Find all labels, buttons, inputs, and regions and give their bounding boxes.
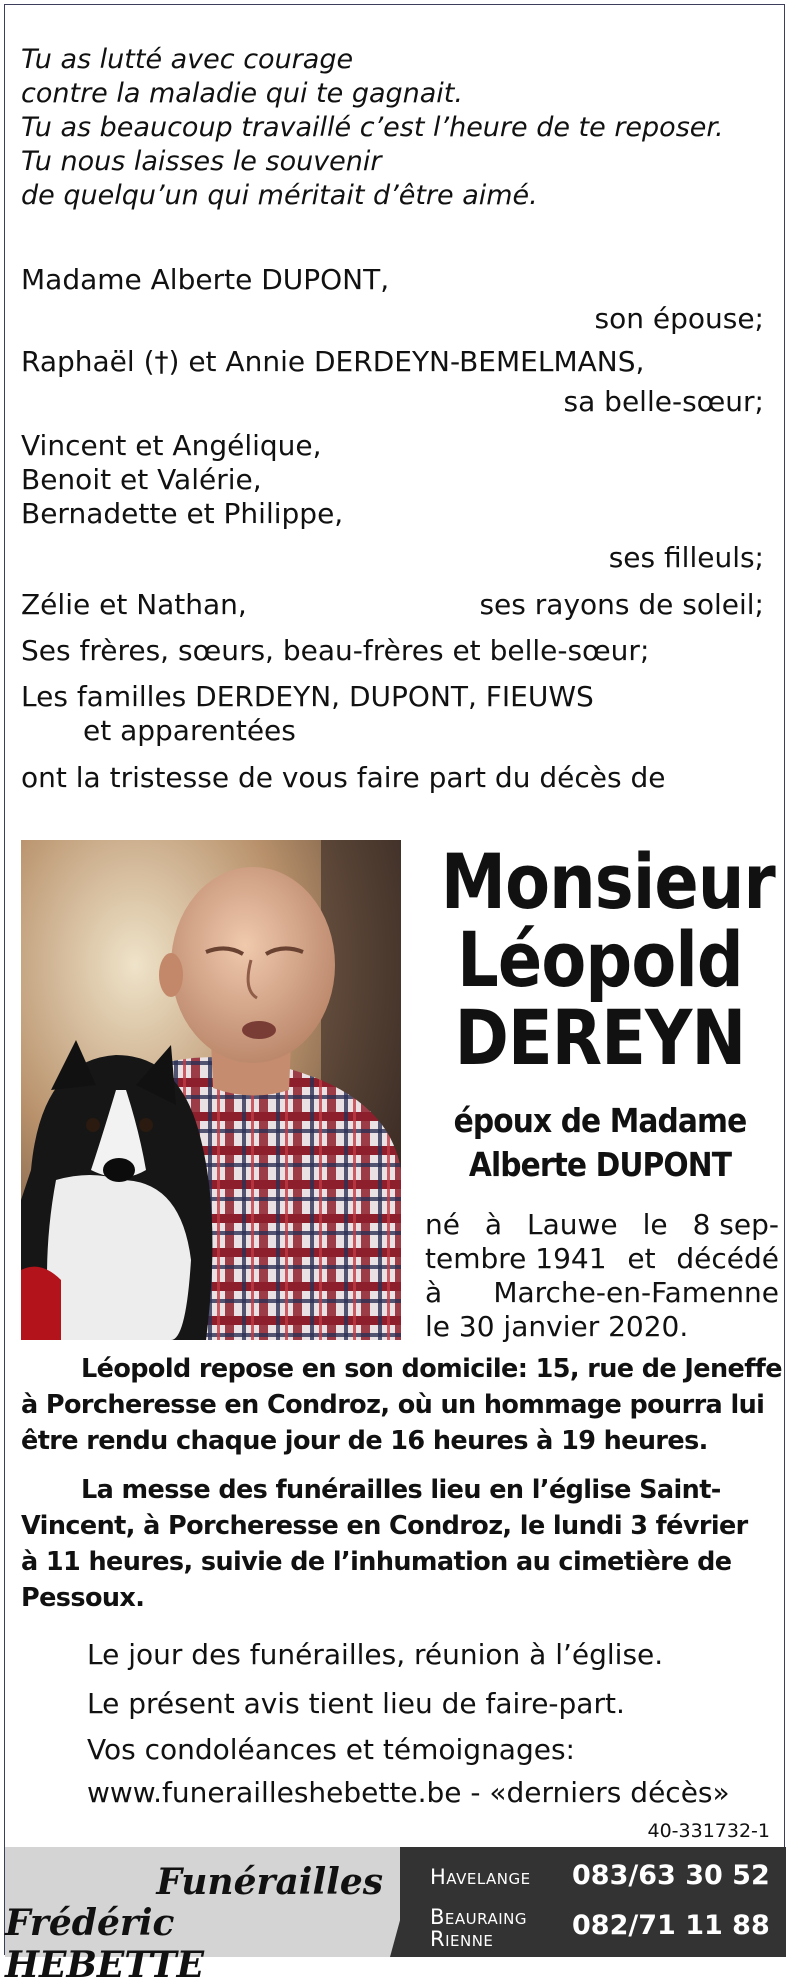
born-word: né <box>425 1208 460 1241</box>
families-line: Les familles DERDEYN, DUPONT, FIEUWS <box>21 680 594 713</box>
mass-line: La messe des funérailles lieu en l’église Saint- <box>81 1475 721 1505</box>
born-word: 8 sep- <box>692 1208 779 1241</box>
born-word: décédé <box>676 1242 779 1275</box>
born-row-1 <box>425 1208 779 1242</box>
spouse-role: son épouse; <box>594 302 764 335</box>
birth-death-info <box>425 1208 779 1344</box>
location-rienne: Rienne <box>430 1927 494 1951</box>
born-row-2 <box>425 1242 779 1276</box>
siblings-line: Ses frères, sœurs, beau-frères et belle-sœur; <box>21 634 650 667</box>
poem-line: Tu as beaucoup travaillé c’est l’heure de te reposer. <box>21 112 724 143</box>
deceased-last-name: DEREYN <box>454 993 746 1082</box>
poem-line: Tu nous laisses le souvenir <box>21 146 382 177</box>
funeral-home-name-panel <box>5 1847 405 1986</box>
phone-havelange[interactable]: 083/63 30 52 <box>572 1860 770 1891</box>
mass-line: Vincent, à Porcheresse en Condroz, le lundi 3 février <box>21 1511 748 1541</box>
contact-panel <box>400 1847 786 1957</box>
born-word: et <box>627 1242 656 1275</box>
spouse-line: époux de Madame <box>453 1101 747 1140</box>
godchild-line: Bernadette et Philippe, <box>21 497 344 530</box>
phone-beauraing[interactable]: 082/71 11 88 <box>572 1910 770 1941</box>
rest-line: à Porcheresse en Condroz, où un hommage pourra lui <box>21 1390 765 1420</box>
families-line-cont: et apparentées <box>83 714 296 747</box>
spouse-name: Madame Alberte DUPONT, <box>21 263 390 296</box>
poem-line: de quelqu’un qui méritait d’être aimé. <box>21 180 538 211</box>
deceased-title: Monsieur <box>440 837 775 926</box>
born-word: Marche-en-Famenne <box>493 1276 779 1309</box>
funeral-home-banner <box>5 1847 786 1986</box>
born-word: tembre 1941 <box>425 1242 607 1275</box>
godchildren-role: ses filleuls; <box>608 541 764 574</box>
sister-in-law-name: Raphaël (†) et Annie DERDEYN-BEMELMANS, <box>21 345 645 378</box>
mass-line: Pessoux. <box>21 1583 145 1613</box>
born-word: le <box>642 1208 668 1241</box>
poem-line: Tu as lutté avec courage <box>21 44 354 75</box>
notice-line: Le présent avis tient lieu de faire-part. <box>87 1687 625 1720</box>
born-word: à <box>484 1208 503 1241</box>
born-row-3 <box>425 1276 779 1310</box>
rest-paragraph <box>21 1351 781 1459</box>
spouse-line: Alberte DUPONT <box>468 1145 732 1184</box>
grandchildren-names: Zélie et Nathan, <box>21 588 247 621</box>
obituary-notice <box>4 4 785 1986</box>
grandchildren-role: ses rayons de soleil; <box>479 588 764 621</box>
born-word: Lauwe <box>527 1208 618 1241</box>
born-word: à <box>425 1276 443 1309</box>
rest-line: être rendu chaque jour de 16 heures à 19 heures. <box>21 1426 708 1456</box>
born-word: le 30 janvier 2020. <box>425 1310 689 1343</box>
mass-paragraph <box>21 1472 781 1616</box>
deceased-first-name: Léopold <box>457 915 743 1004</box>
meeting-line: Le jour des funérailles, réunion à l’église. <box>87 1638 664 1671</box>
godchild-line: Vincent et Angélique, <box>21 429 322 462</box>
reference-number: 40-331732-1 <box>647 1820 770 1842</box>
location-beauraing: Beauraing <box>430 1905 527 1929</box>
condolences-line: Vos condoléances et témoignages: <box>87 1733 575 1766</box>
rest-line: Léopold repose en son domicile: 15, rue de Jeneffe <box>81 1354 782 1384</box>
mass-line: à 11 heures, suivie de l’inhumation au cimetière de <box>21 1547 732 1577</box>
deceased-photo <box>21 840 401 1340</box>
godchild-line: Benoit et Valérie, <box>21 463 262 496</box>
sister-in-law-role: sa belle-sœur; <box>563 385 764 418</box>
company-name-line-1: Funérailles <box>156 1861 383 1903</box>
location-havelange: Havelange <box>430 1865 531 1889</box>
poem-line: contre la maladie qui te gagnait. <box>21 78 463 109</box>
announcement: ont la tristesse de vous faire part du décès de <box>21 761 666 794</box>
website-link[interactable]: www.funerailleshebette.be - «derniers décès» <box>87 1776 730 1809</box>
born-row-4 <box>425 1310 779 1344</box>
company-name-line-2: Frédéric HEBETTE <box>5 1902 205 1986</box>
